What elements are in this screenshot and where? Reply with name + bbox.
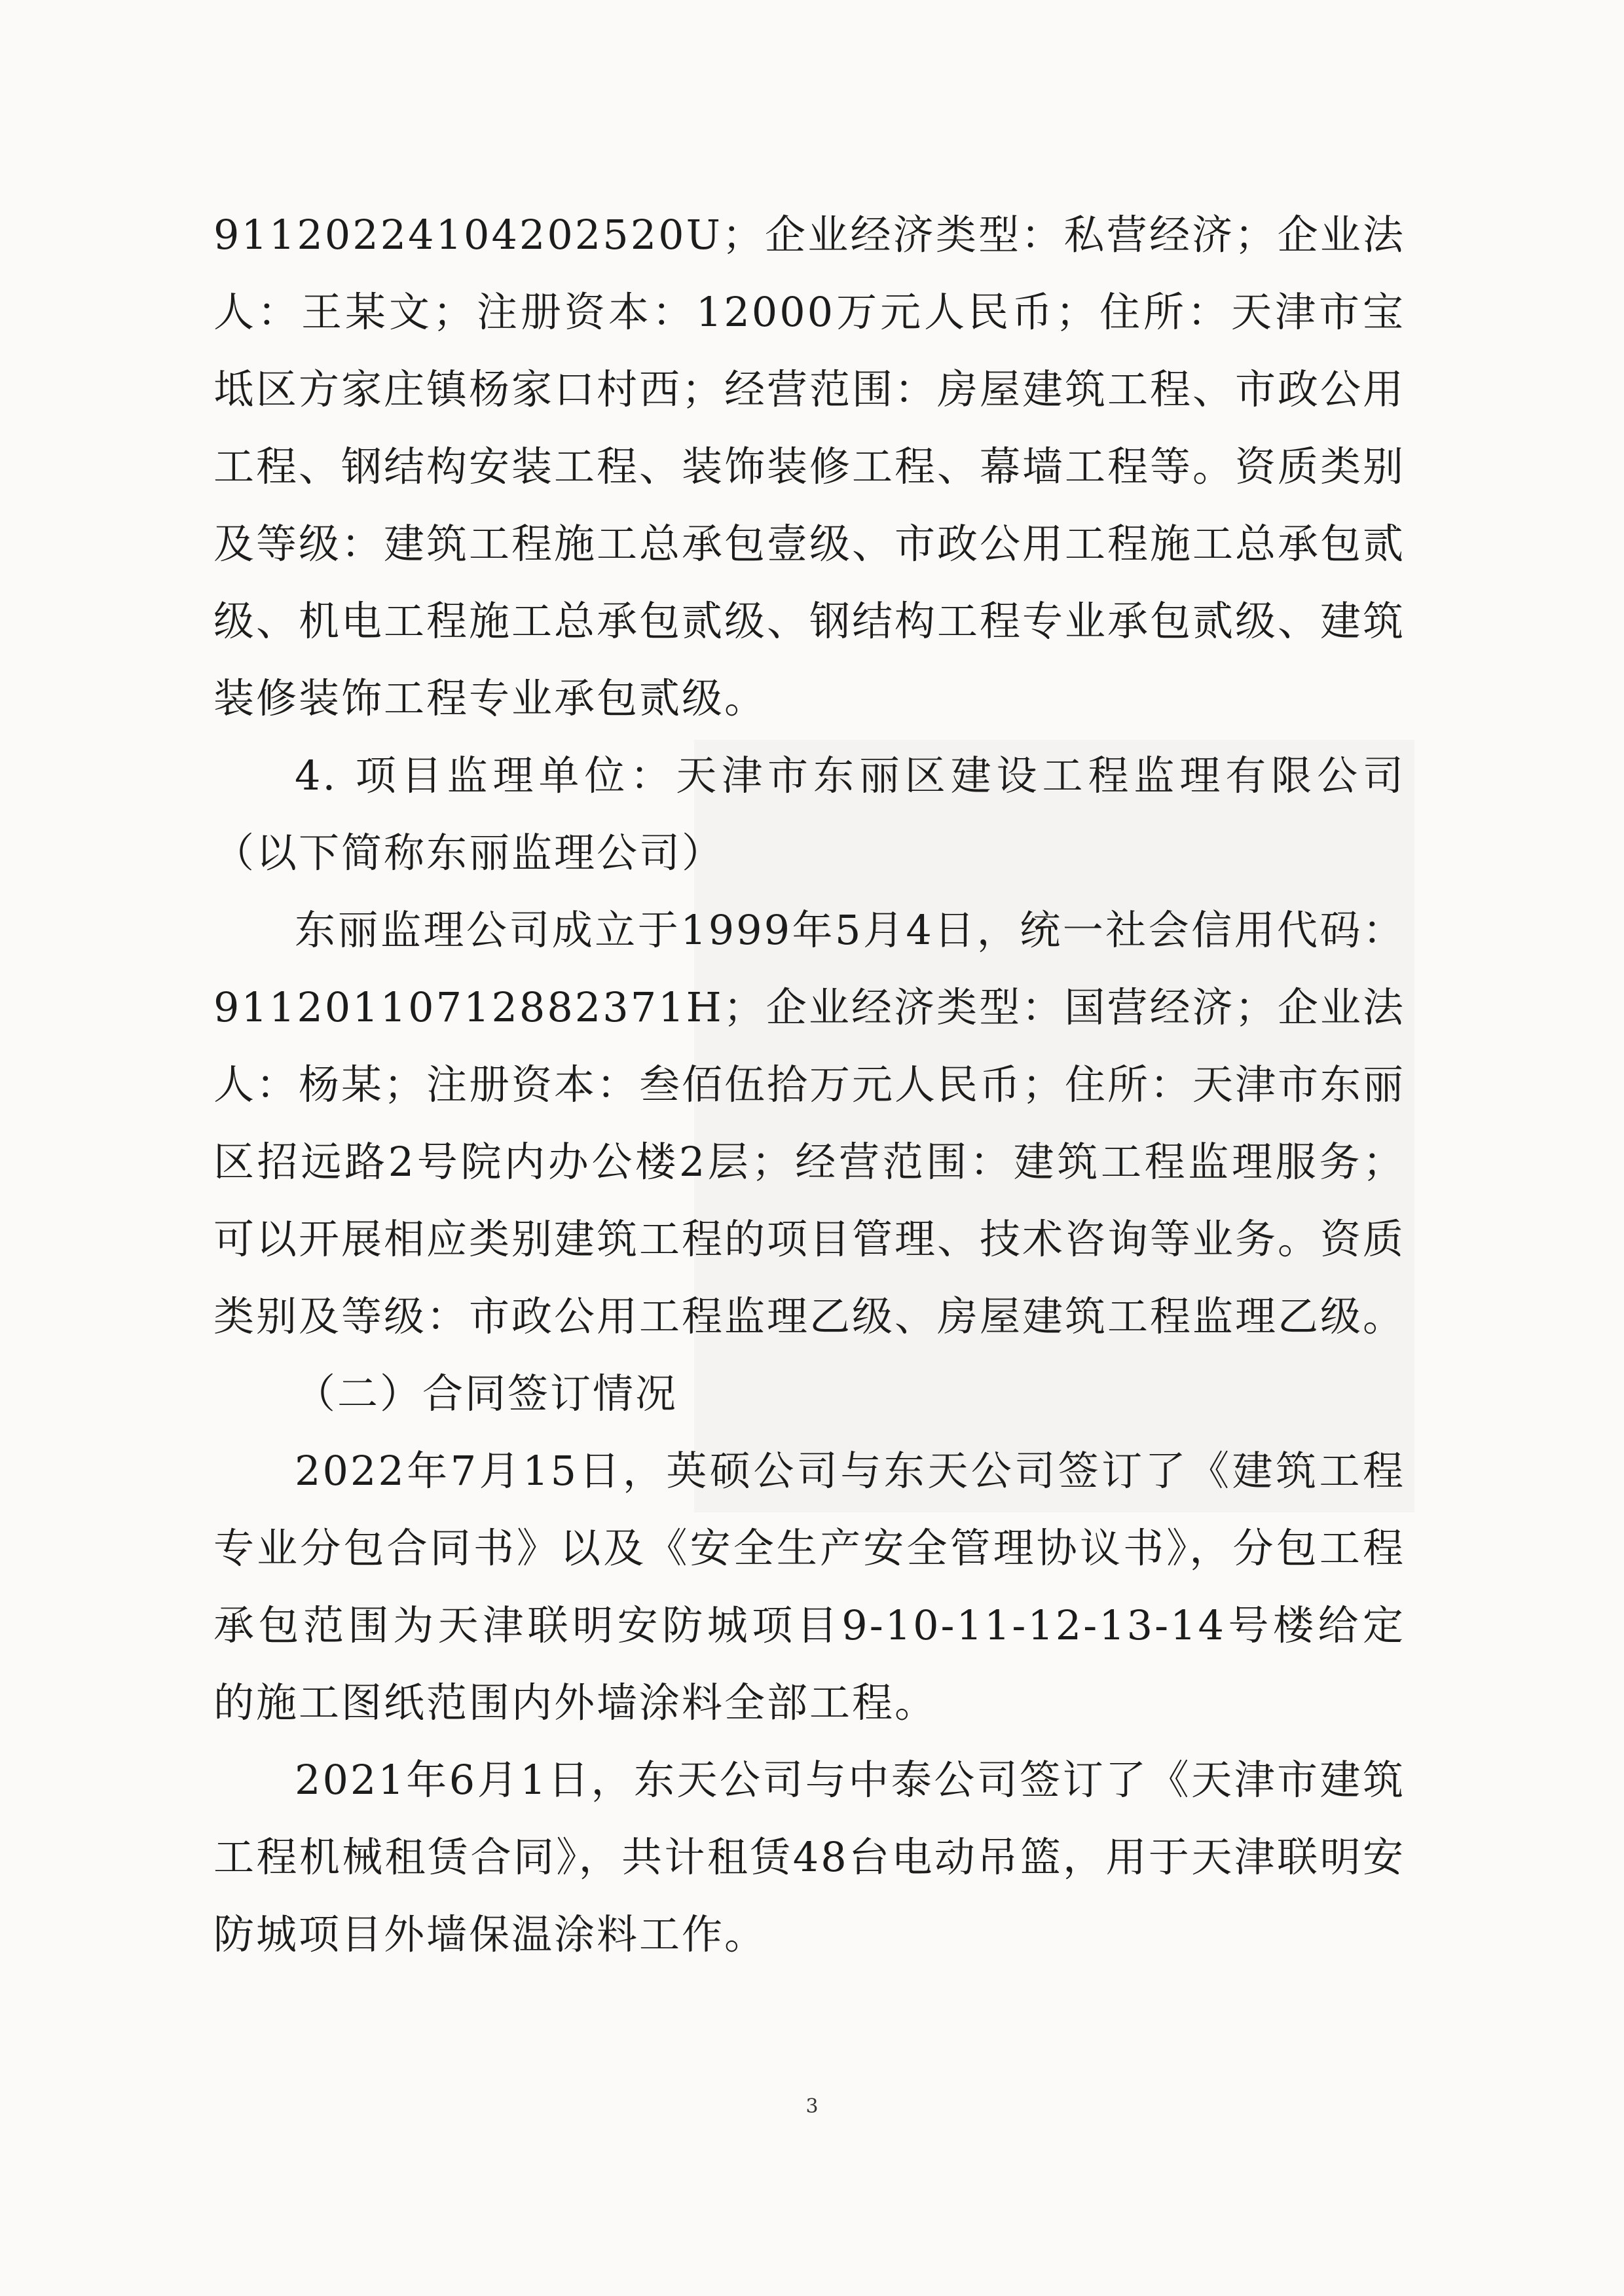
- paragraph-contract-2022: 2022年7月15日，英硕公司与东天公司签订了《建筑工程专业分包合同书》以及《安全生产安全管理协议书》，分包工程承包范围为天津联明安防城项目9-10-11-12-13-14号楼给定的施工图纸范围内外墙涂料全部工程。: [213, 1447, 1405, 1726]
- paragraph-supervision-details: 东丽监理公司成立于1999年5月4日，统一社会信用代码：91120110712882371H；企业经济类型：国营经济；企业法人：杨某；注册资本：叁佰伍拾万元人民币；住所：天津市东丽区招远路2号院内办公楼2层；经营范围：建筑工程监理服务；可以开展相应类别建筑工程的项目管理、技术咨询等业务。资质类别及等级：市政公用工程监理乙级、房屋建筑工程监理乙级。: [213, 906, 1406, 1340]
- page-number: 3: [805, 2095, 819, 2118]
- paragraph-contract-2021: 2021年6月1日，东天公司与中泰公司签订了《天津市建筑工程机械租赁合同》，共计租赁48台电动吊篮，用于天津联明安防城项目外墙保温涂料工作。: [213, 1756, 1405, 1958]
- paragraph-supervision-unit: 4. 项目监理单位：天津市东丽区建设工程监理有限公司（以下简称东丽监理公司）: [213, 752, 1405, 877]
- paragraph-company-info: 91120224104202520U；企业经济类型：私营经济；企业法人：王某文；注册资本：12000万元人民币；住所：天津市宝坻区方家庄镇杨家口村西；经营范围：房屋建筑工程、市政公用工程、钢结构安装工程、装饰装修工程、幕墙工程等。资质类别及等级：建筑工程施工总承包壹级、市政公用工程施工总承包贰级、机电工程施工总承包贰级、钢结构工程专业承包贰级、建筑装修装饰工程专业承包贰级。: [213, 211, 1406, 722]
- body-text: [213, 196, 1405, 1973]
- section-heading-contract: （二）合同签订情况: [295, 1370, 678, 1417]
